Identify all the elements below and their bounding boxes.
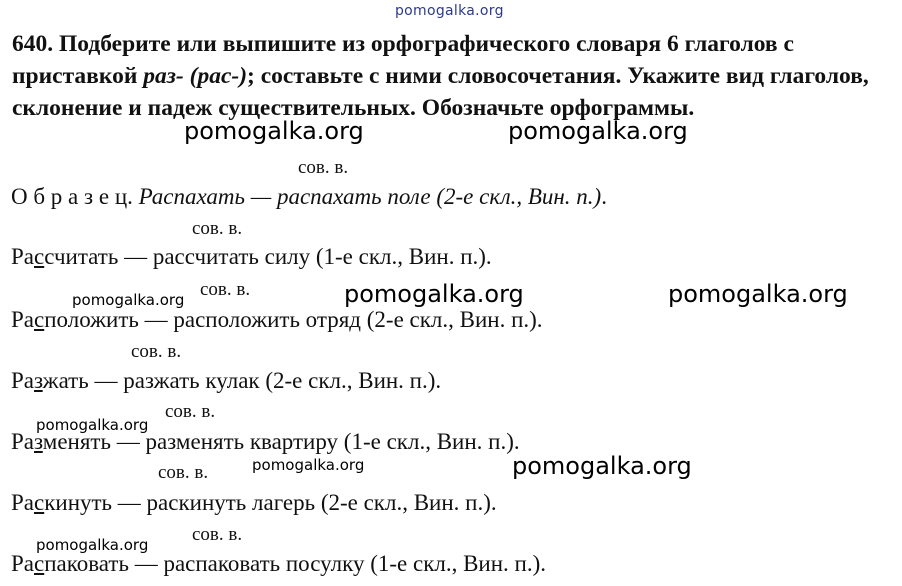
aspect-label: сов. в. — [165, 401, 216, 422]
task-number: 640. — [12, 31, 54, 57]
task-statement — [12, 28, 896, 124]
entry-start: Ра — [11, 244, 34, 269]
entry-rest: кинуть — раскинуть лагерь (2-е скл., Вин. п.). — [44, 490, 497, 515]
entry-line — [11, 307, 543, 333]
orthogram-mark: с — [34, 244, 45, 269]
aspect-label: сов. в. — [200, 279, 251, 300]
entry-start: Ра — [11, 307, 34, 332]
watermark: pomogalka.org — [344, 280, 524, 308]
entry-rest: считать — рассчитать силу (1-е скл., Вин. п.). — [44, 244, 492, 269]
entry-start: Ра — [11, 429, 34, 454]
watermark: pomogalka.org — [508, 117, 688, 145]
entry-line — [11, 551, 546, 577]
sample-end: . — [601, 184, 607, 209]
entry-line — [11, 244, 492, 270]
watermark-top: pomogalka.org — [395, 3, 504, 19]
entry-rest: положить — расположить отряд (2-е скл., Вин. п.). — [44, 307, 543, 332]
entry-rest: менять — разменять квартиру (1-е скл., Вин. п.). — [42, 429, 520, 454]
entry-rest: жать — разжать кулак (2-е скл., Вин. п.). — [42, 368, 442, 393]
task-prefix: раз- (рас-) — [143, 63, 248, 89]
orthogram-mark: с — [34, 551, 45, 576]
watermark: pomogalka.org — [72, 291, 185, 309]
watermark: pomogalka.org — [36, 536, 149, 554]
aspect-label: сов. в. — [192, 218, 243, 239]
entry-line — [11, 368, 441, 394]
entry-start: Ра — [11, 551, 34, 576]
watermark: pomogalka.org — [668, 280, 848, 308]
orthogram-mark: з — [34, 429, 43, 454]
sample-label: О б р а з е ц. — [11, 184, 133, 209]
sample-line — [11, 184, 607, 210]
watermark: pomogalka.org — [184, 117, 364, 145]
aspect-label: сов. в. — [131, 341, 182, 362]
sample-text: Распахать — распахать поле (2-е скл., Вин. п.) — [138, 184, 602, 209]
task-text-part1: Подберите или выпишите из орфографического словаря 6 глаголов с приставкой — [12, 31, 794, 89]
orthogram-mark: з — [34, 368, 43, 393]
task-text-part2: ; составьте с ними словосочетания. Укажите вид глаголов, склонение и падеж существительных. Обозначьте орфограммы. — [12, 63, 869, 121]
entry-start: Ра — [11, 490, 34, 515]
aspect-label: сов. в. — [192, 524, 243, 545]
orthogram-mark: с — [34, 307, 45, 332]
orthogram-mark: с — [34, 490, 45, 515]
watermark: pomogalka.org — [252, 456, 365, 474]
aspect-label: сов. в. — [158, 462, 209, 483]
aspect-label: сов. в. — [298, 157, 349, 178]
entry-rest: паковать — распаковать посулку (1-е скл., Вин. п.). — [44, 551, 547, 576]
entry-start: Ра — [11, 368, 34, 393]
entry-line — [11, 429, 520, 455]
watermark: pomogalka.org — [36, 416, 149, 434]
entry-line — [11, 490, 497, 516]
watermark: pomogalka.org — [512, 452, 692, 480]
